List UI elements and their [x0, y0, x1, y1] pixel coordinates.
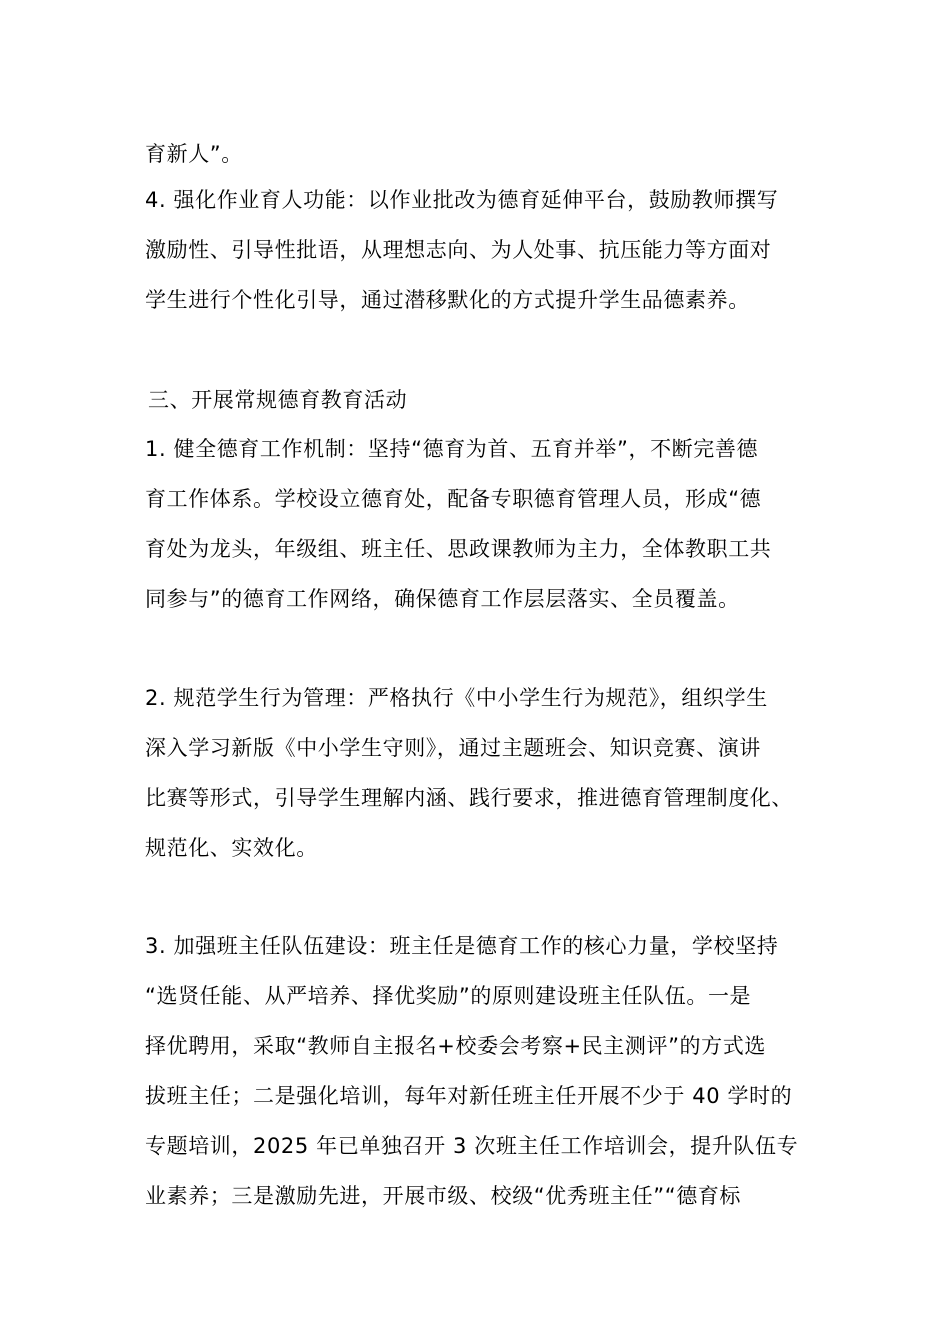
- text-line: “选贤任能、从严培养、择优奖励”的原则建设班主任队伍。一是: [145, 984, 752, 1008]
- text-line: 业素养；三是激励先进，开展市级、校级“优秀班主任”“德育标: [145, 1184, 742, 1208]
- text-line: 专题培训，2025 年已单独召开 3 次班主任工作培训会，提升队伍专: [145, 1134, 799, 1158]
- text-line: 学生进行个性化引导，通过潜移默化的方式提升学生品德素养。: [145, 288, 750, 312]
- section-heading: 三、开展常规德育教育活动: [148, 388, 408, 412]
- text-line: 同参与”的德育工作网络，确保德育工作层层落实、全员覆盖。: [145, 587, 740, 611]
- text-line: 择优聘用，采取“教师自主报名+校委会考察+民主测评”的方式选: [145, 1034, 766, 1058]
- text-line: 1. 健全德育工作机制：坚持“德育为首、五育并举”，不断完善德: [145, 437, 759, 461]
- text-line: 4. 强化作业育人功能：以作业批改为德育延伸平台，鼓励教师撰写: [145, 188, 779, 212]
- text-line: 深入学习新版《中小学生守则》，通过主题班会、知识竞赛、演讲: [145, 736, 761, 760]
- text-line: 比赛等形式，引导学生理解内涵、践行要求，推进德育管理制度化、: [145, 786, 793, 810]
- text-line: 育处为龙头，年级组、班主任、思政课教师为主力，全体教职工共: [145, 537, 772, 561]
- text-line: 拔班主任；二是强化培训，每年对新任班主任开展不少于 40 学时的: [145, 1084, 793, 1108]
- text-line: 育新人”。: [145, 142, 243, 166]
- text-line: 3. 加强班主任队伍建设：班主任是德育工作的核心力量，学校坚持: [145, 934, 779, 958]
- text-line: 2. 规范学生行为管理：严格执行《中小学生行为规范》，组织学生: [145, 686, 768, 710]
- text-line: 激励性、引导性批语，从理想志向、为人处事、抗压能力等方面对: [145, 238, 772, 262]
- text-line: 育工作体系。学校设立德育处，配备专职德育管理人员，形成“德: [145, 487, 762, 511]
- text-line: 规范化、实效化。: [145, 836, 318, 860]
